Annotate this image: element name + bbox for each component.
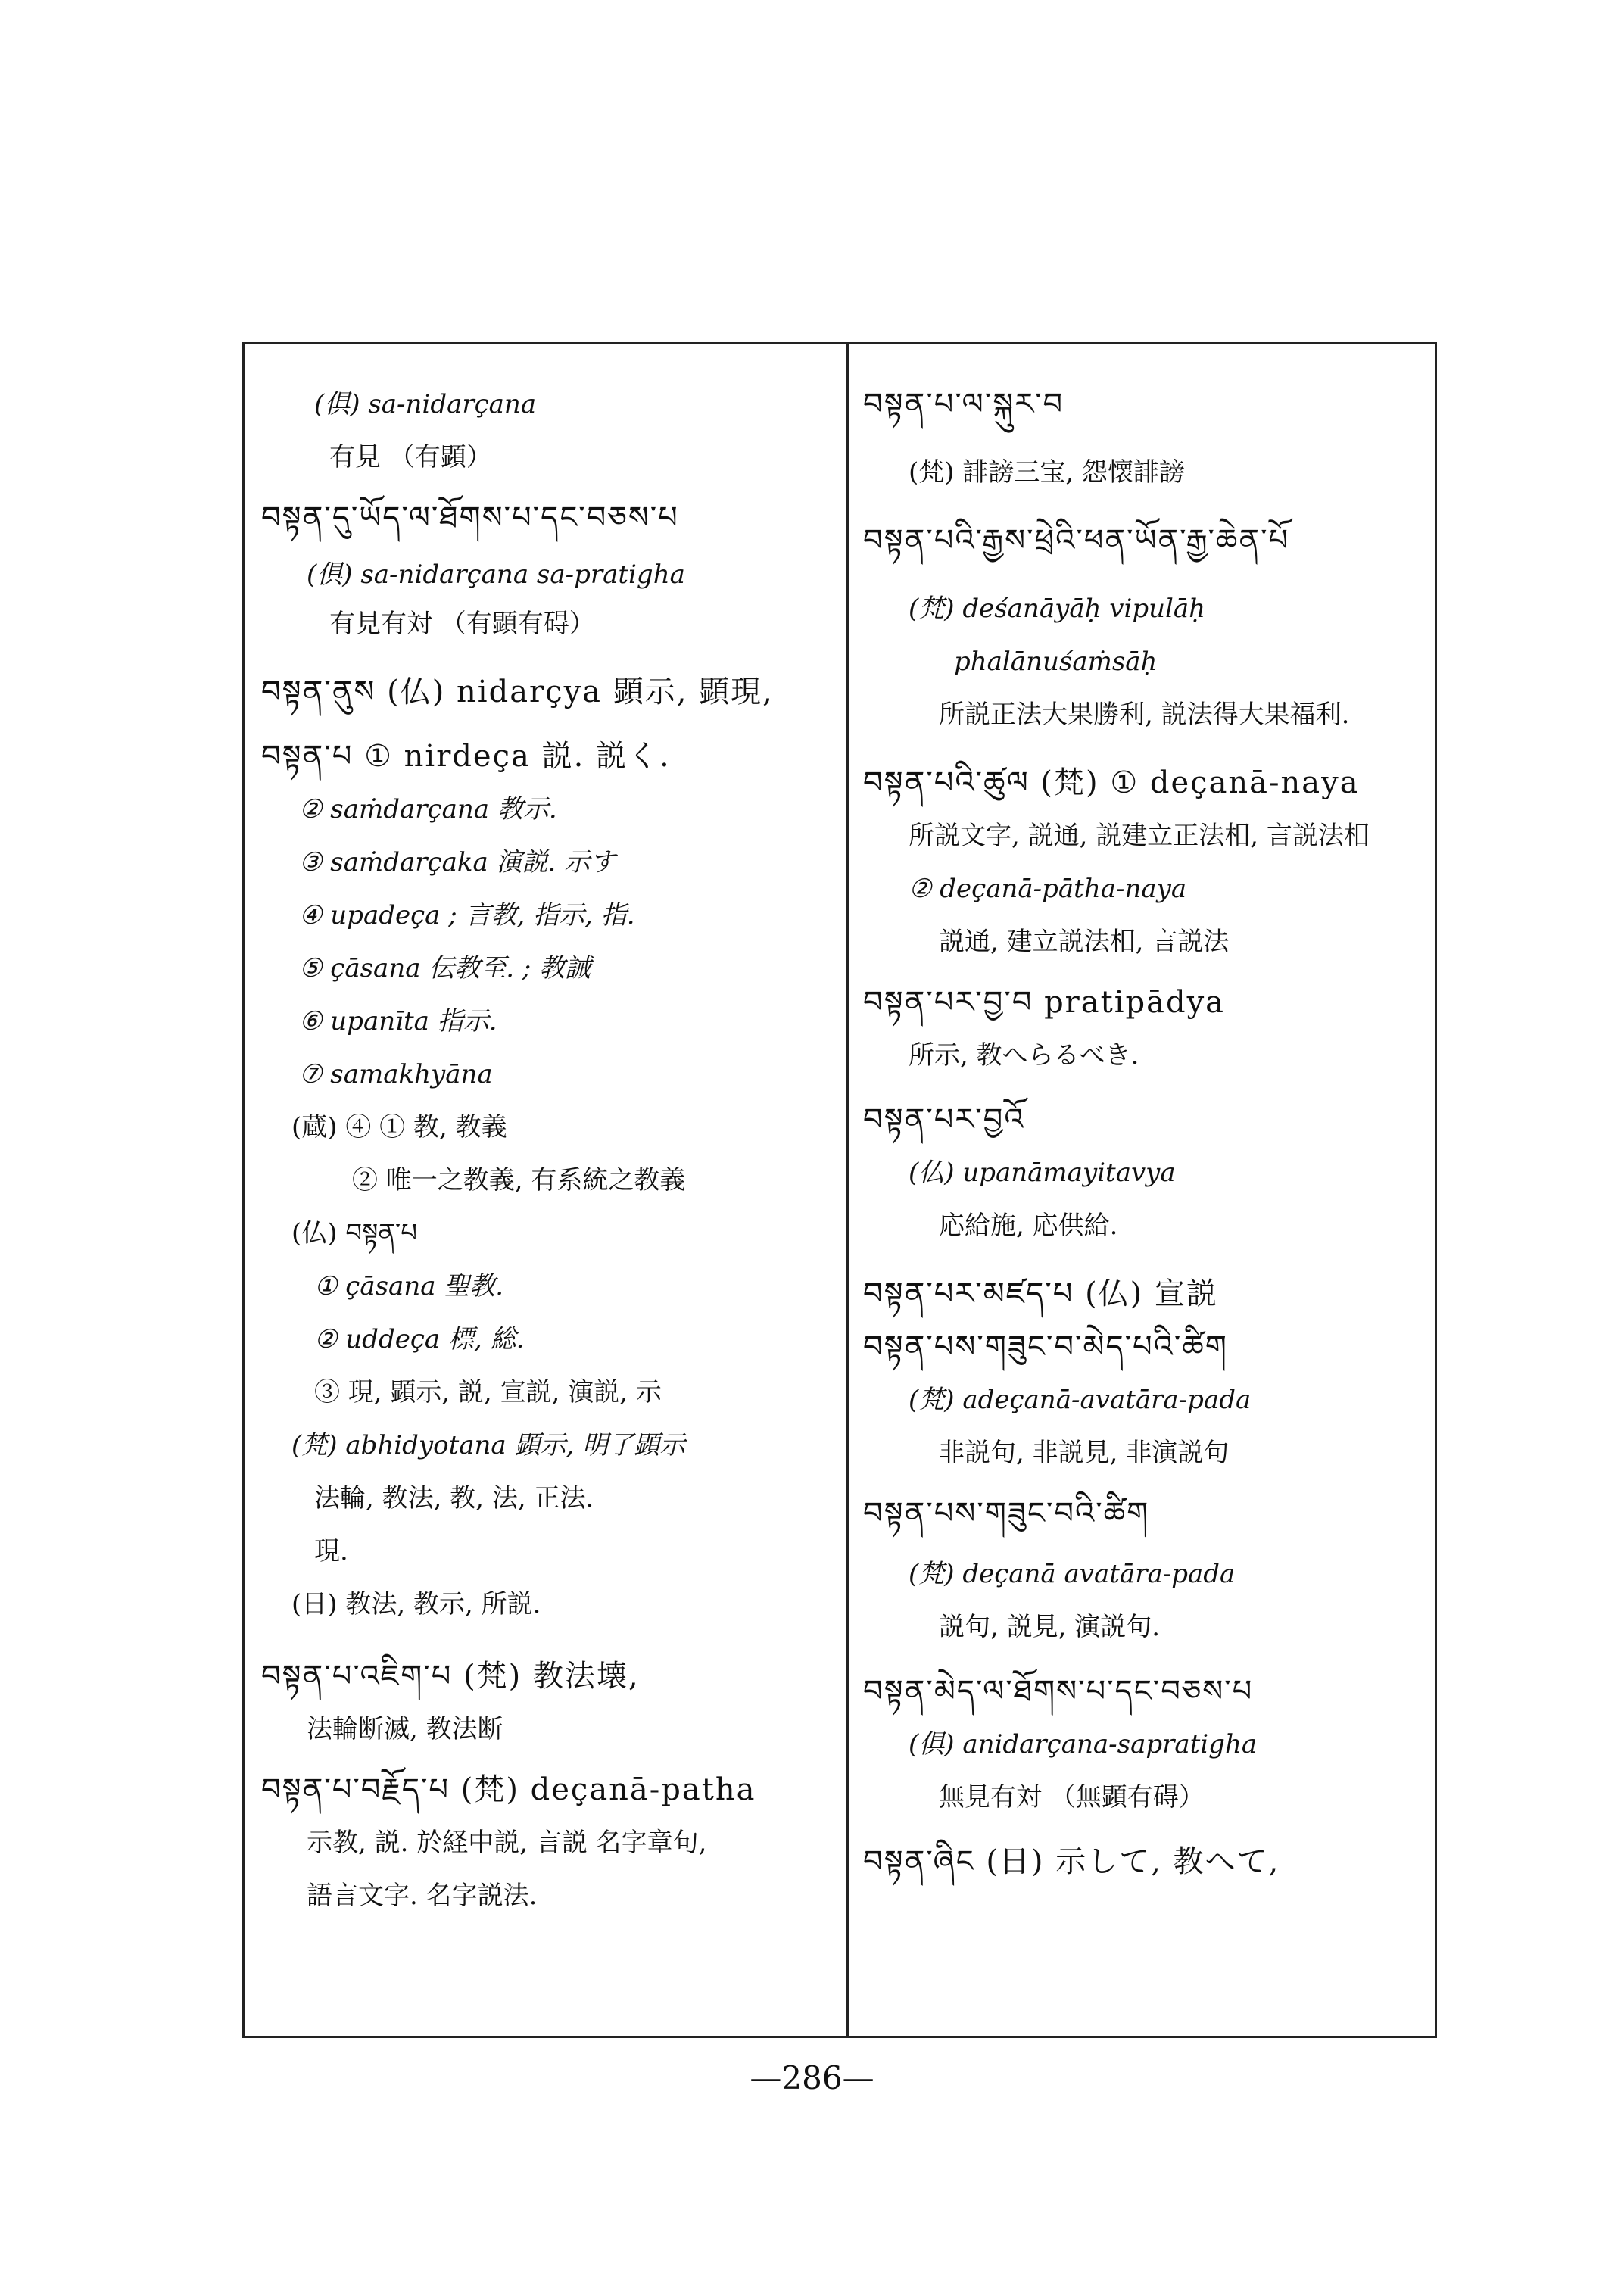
right-entry-line: 応給施, 応供給.: [939, 1211, 1118, 1241]
left-entry-line: ⑥ upanīta 指示.: [299, 1006, 497, 1036]
left-entry-line: ② uddeça 標, 総.: [314, 1324, 525, 1354]
left-entry-line: ② saṁdarçana 教示.: [299, 794, 557, 824]
left-entry-line: ⑦ samakhyāna: [299, 1059, 493, 1089]
left-entry-line: 法輪断滅, 教法断: [307, 1714, 503, 1744]
right-entry-line: ② deçanā-pātha-naya: [909, 874, 1187, 904]
right-entry-line: (梵) deçanā avatāra-pada: [909, 1559, 1236, 1589]
right-entry-line: 無見有対 （無顕有碍）: [939, 1782, 1205, 1812]
left-entry-line: བསྟན་པ་བརྗོད་པ (梵) deçanā-patha: [261, 1772, 756, 1807]
page-number: —286—: [750, 2059, 874, 2096]
left-entry-line: (俱) sa-nidarçana: [314, 389, 537, 419]
left-entry-line: ⑤ çāsana 伝教至. ; 教誡: [299, 953, 591, 983]
left-entry-line: (梵) abhidyotana 顕示, 明了顕示: [291, 1430, 686, 1460]
right-entry-line: phalānuśaṁsāḥ: [954, 647, 1158, 677]
left-entry-line: (日) 教法, 教示, 所説.: [291, 1589, 541, 1619]
left-entry-line: (蔵) ④ ① 教, 教義: [291, 1112, 507, 1142]
left-entry-line: 示教, 説. 於経中説, 言説 名字章句,: [307, 1828, 707, 1858]
left-entry-line: ③ saṁdarçaka 演説. 示す: [299, 847, 616, 877]
left-entry-line: (俱) sa-nidarçana sa-pratigha: [307, 559, 685, 590]
left-entry-line: བསྟན་པ་འཇིག་པ (梵) 教法壊,: [261, 1659, 640, 1694]
left-entry-line: (仏) བསྟན་པ: [291, 1218, 417, 1248]
right-entry-line: བསྟན་ཞིང (日) 示して, 教へて,: [863, 1844, 1280, 1879]
left-entry-line: བསྟན་ནུས (仏) nidarçya 顕示, 顕現,: [261, 675, 774, 709]
right-entry-line: (梵) deśanāyāḥ vipulāḥ: [909, 594, 1206, 624]
column-divider: [846, 342, 849, 2038]
right-entry-line: 所説正法大果勝利, 説法得大果福利.: [939, 700, 1350, 730]
right-entry-line: 説通, 建立説法相, 言説法: [939, 927, 1230, 957]
left-entry-line: བསྟན་དུ་ཡོད་ལ་ཐོགས་པ་དང་བཅས་པ: [261, 500, 679, 535]
left-entry-line: 法輪, 教法, 教, 法, 正法.: [314, 1483, 594, 1513]
right-entry-line: བསྟན་པ་ལ་སྐུར་བ: [863, 387, 1064, 422]
right-entry-line: བསྟན་པར་མཛད་པ (仏) 宣説: [863, 1276, 1219, 1311]
right-entry-line: (俱) anidarçana-sapratigha: [909, 1729, 1258, 1759]
right-entry-line: བསྟན་པས་གཟུང་བ་མེད་པའི་ཚིག: [863, 1329, 1228, 1364]
right-entry-line: 所示, 教へらるべき.: [909, 1040, 1139, 1071]
right-column: [863, 342, 1427, 2038]
left-entry-line: བསྟན་པ ① nirdeça 説. 説く.: [261, 739, 671, 774]
left-entry-line: ② 唯一之教義, 有系統之教義: [352, 1165, 686, 1195]
right-entry-line: བསྟན་པའི་ཚུལ (梵) ① deçanā-naya: [863, 765, 1360, 800]
right-entry-line: 非説句, 非説見, 非演説句: [939, 1438, 1230, 1468]
left-column: [261, 342, 837, 2038]
right-entry-line: (梵) 誹謗三宝, 怨懐誹謗: [909, 457, 1185, 488]
right-entry-line: བསྟན་པས་གཟུང་བའི་ཚིག: [863, 1496, 1150, 1531]
right-entry-line: 説句, 説見, 演説句.: [939, 1612, 1161, 1642]
left-entry-line: ③ 現, 顕示, 説, 宣説, 演説, 示: [314, 1377, 662, 1407]
right-entry-line: བསྟན་པར་བྱའོ: [863, 1102, 1025, 1137]
right-entry-line: བསྟན་མེད་ལ་ཐོགས་པ་དང་བཅས་པ: [863, 1674, 1254, 1709]
left-entry-line: 現.: [314, 1536, 348, 1566]
right-entry-line: (仏) upanāmayitavya: [909, 1158, 1176, 1188]
right-entry-line: བསྟན་པར་བྱ་བ pratipādya: [863, 985, 1226, 1020]
left-entry-line: 有見 （有顕）: [329, 442, 492, 472]
left-entry-line: ④ upadeça ; 言教, 指示, 指.: [299, 900, 635, 930]
right-entry-line: (梵) adeçanā-avatāra-pada: [909, 1385, 1252, 1415]
right-entry-line: 所説文字, 説通, 説建立正法相, 言説法相: [909, 821, 1370, 851]
left-entry-line: 有見有対 （有顕有碍）: [329, 609, 595, 639]
left-entry-line: ① çāsana 聖教.: [314, 1271, 504, 1301]
left-entry-line: 語言文字. 名字説法.: [307, 1881, 538, 1911]
right-entry-line: བསྟན་པའི་རྒྱས་ཕྲེའི་ཕན་ཡོན་རྒྱ་ཆེན་པོ: [863, 523, 1290, 558]
